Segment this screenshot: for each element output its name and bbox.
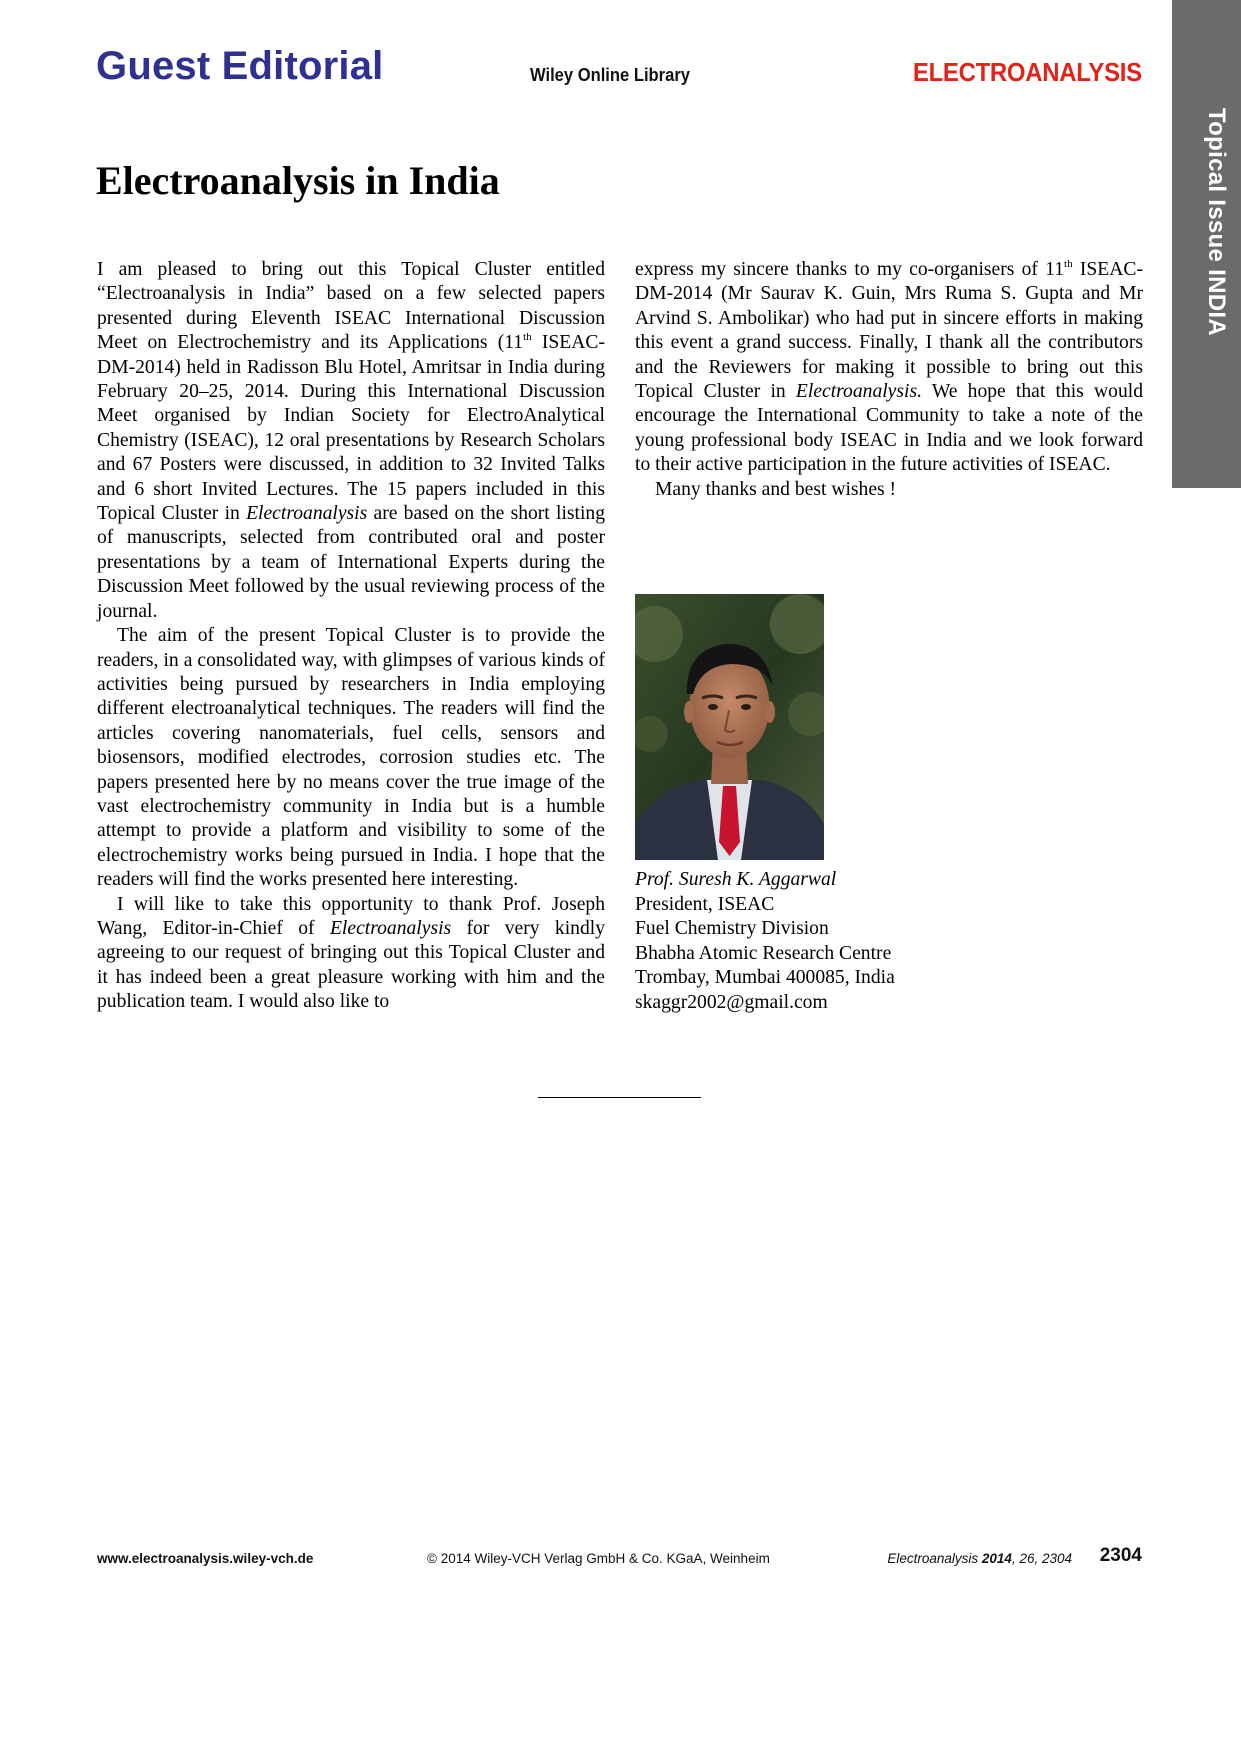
author-division: Fuel Chemistry Division [635,918,829,940]
journal-name: Electroanalysis [329,917,452,939]
journal-logo: ELECTROANALYSIS [913,57,1142,87]
right-column [635,258,1143,502]
section-heading: Guest Editorial [96,44,384,88]
author-role: President, ISEAC [635,893,775,915]
author-email[interactable]: skaggr2002@gmail.com [635,991,828,1013]
closing-line: Many thanks and best wishes ! [655,478,897,500]
author-photo [635,594,824,860]
paragraph: I will like to take this opportunity to thank Prof. Joseph Wang, Editor-in-Chief of Electroanalysis for very kindly agreeing to our request of bringing out this Topical Cluster and it has indeed been a great pleasure working with him and the publication team. I would also like to [97,893,605,1013]
journal-name: Electroanalysis [246,503,368,525]
author-signature [635,868,895,1016]
page-number: 2304 [1099,1545,1142,1566]
author-address: Trombay, Mumbai 400085, India [635,967,895,989]
citation: Electroanalysis 2014, 26, 2304 [887,1551,1072,1566]
author-name: Prof. Suresh K. Aggarwal [635,869,837,890]
author-institution: Bhabha Atomic Research Centre [635,942,892,964]
paragraph: I am pleased to bring out this Topical Cluster entitled “Electroanalysis in India” based on a few selected papers presented during Eleventh ISEAC International Discussion Meet on Electrochemistry and its Applications (11th ISEAC-DM-2014) held in Radisson Blu Hotel, Amritsar in India during February 20–25, 2014. During this International Discussion Meet organised by Indian Society for ElectroAnalytical Chemistry (ISEAC), 12 oral presentations by Research Scholars and 67 Posters were discussed, in addition to 32 Invited Talks and 6 short Invited Lectures. The 15 papers included in this Topical Cluster in Electroanalysis are based on the short listing of manuscripts, selected from contributed oral and poster presentations by a team of International Experts during the Discussion Meet followed by the usual reviewing process of the journal. [97,259,605,622]
topical-issue-label: Topical Issue INDIA [1203,108,1230,336]
paragraph: The aim of the present Topical Cluster is to provide the readers, in a consolidated way, with glimpses of various kinds of activities being pursued by researchers in India employing different electroanalytical techniques. The readers will find the articles covering nanomaterials, fuel cells, sensors and biosensors, modified electrodes, corrosion studies etc. The papers presented here by no means cover the true image of the vast electrochemistry community in India but is a humble attempt to provide a platform and visibility to some of the electrochemistry works being pursued in India. I hope that the readers will find the works presented here interesting. [97,625,605,891]
journal-url[interactable]: www.electroanalysis.wiley-vch.de [97,1551,314,1566]
paragraph: express my sincere thanks to my co-organisers of 11th ISEAC-DM-2014 (Mr Saurav K. Guin, Mrs Ruma S. Gupta and Mr Arvind S. Ambolikar) who had put in sincere efforts in making this event a grand success. Finally, I thank all the contributors and the Reviewers for making it possible to bring out this Topical Cluster in Electroanalysis. We hope that this would encourage the International Community to take a note of the young professional body ISEAC in India and we look forward to their active participation in the future activities of ISEAC. [635,258,1143,476]
article-title: Electroanalysis in India [96,158,500,203]
left-column [97,258,605,1015]
end-rule [538,1097,701,1098]
journal-name: Electroanalysis. [795,381,922,403]
wiley-online-library-label: Wiley Online Library [530,65,690,85]
copyright-notice: © 2014 Wiley-VCH Verlag GmbH & Co. KGaA, Weinheim [427,1551,770,1566]
